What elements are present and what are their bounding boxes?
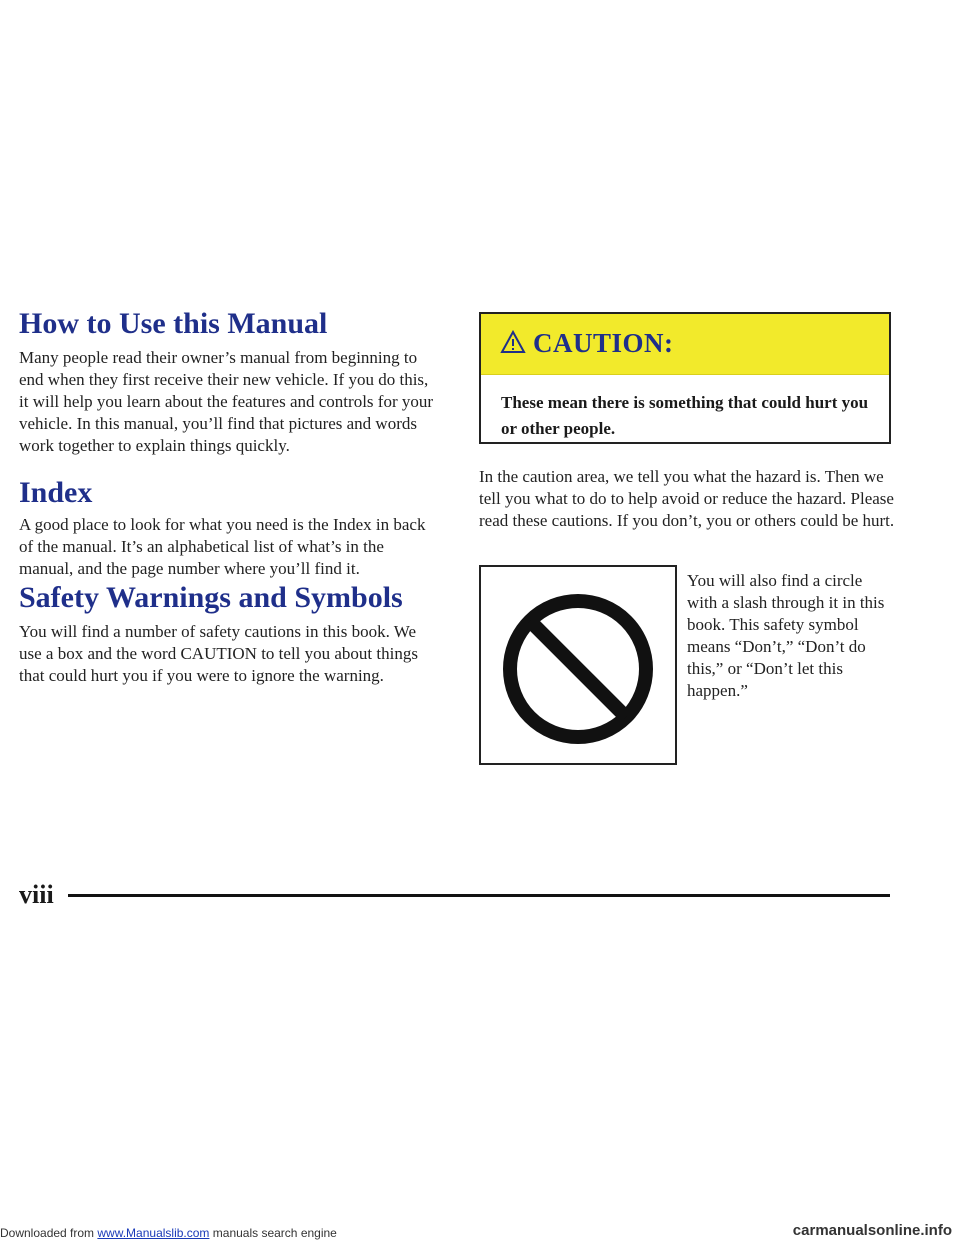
page-number: viii: [19, 880, 54, 909]
download-suffix: manuals search engine: [209, 1226, 337, 1240]
heading-index: Index: [19, 476, 93, 509]
download-note: [0, 1226, 337, 1240]
paragraph-safety-warnings: You will find a number of safety cautions in this book. We use a box and the word CAUTION to tell you about things that could hurt you if you were to ignore the warning.: [19, 622, 418, 685]
heading-safety-warnings: Safety Warnings and Symbols: [19, 581, 403, 614]
warning-triangle-icon: [500, 330, 526, 354]
heading-how-to-use: How to Use this Manual: [19, 307, 328, 340]
paragraph-index: A good place to look for what you need is the Index in back of the manual. It’s an alphabetical list of what’s in the manual, and the page number where you’ll find it.: [19, 515, 426, 578]
watermark: carmanualsonline.info: [792, 1222, 952, 1239]
prohibition-symbol-frame: [479, 565, 677, 765]
caution-box: [479, 312, 891, 444]
paragraph-how-to-use: Many people read their owner’s manual from beginning to end when they first receive their new vehicle. If you do this, it will help you learn about the features and controls for your vehicle. In this manual, you’ll find that pictures and words work together to explain things quickly.: [19, 348, 434, 455]
caution-header: [481, 314, 889, 375]
paragraph-symbol: You will also find a circle with a slash through it in this book. This safety symbol means “Don’t,” “Don’t do this,” or “Don’t let this happen.”: [687, 571, 885, 700]
caution-text: These mean there is something that could hurt you or other people.: [501, 393, 869, 438]
manualslib-link[interactable]: www.Manualslib.com: [97, 1226, 210, 1240]
caution-title: CAUTION:: [533, 328, 674, 358]
paragraph-caution-area: In the caution area, we tell you what the hazard is. Then we tell you what to do to help avoid or reduce the hazard. Please read these cautions. If you don’t, you or others could be hurt.: [479, 467, 895, 530]
download-prefix: Downloaded from: [0, 1226, 98, 1240]
footer-rule: [68, 894, 890, 897]
prohibition-icon: [500, 591, 656, 747]
